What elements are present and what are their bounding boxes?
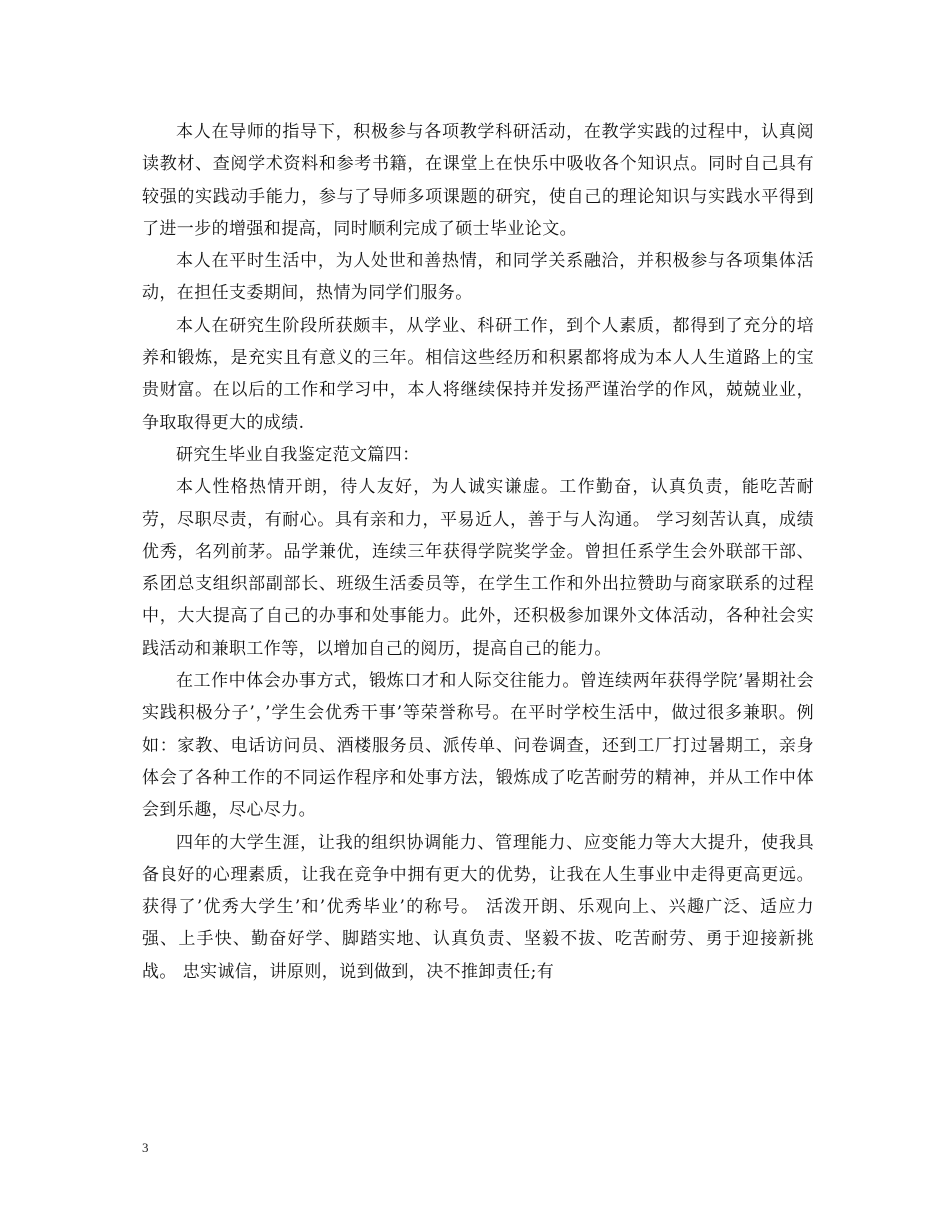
page-number: 3	[142, 1140, 149, 1155]
paragraph-5: 在工作中体会办事方式，锻炼口才和人际交往能力。曾连续两年获得学院’暑期社会实践积极分子’，’学生会优秀干事’等荣誉称号。在平时学校生活中，做过很多兼职。例如：家教、电话访问员、酒楼服务员、派传单、问卷调查，还到工厂打过暑期工，亲身体会了各种工作的不同运作程序和处事方法，锻炼成了吃苦耐劳的精神，并从工作中体会到乐趣，尽心尽力。	[142, 671, 814, 821]
paragraph-1: 本人在导师的指导下，积极参与各项教学科研活动，在教学实践的过程中，认真阅读教材、查阅学术资料和参考书籍，在课堂上在快乐中吸收各个知识点。同时自己具有较强的实践动手能力，参与了导师多项课题的研究，使自己的理论知识与实践水平得到了进一步的增强和提高，同时顺利完成了硕士毕业论文。	[142, 122, 814, 239]
section-heading: 研究生毕业自我鉴定范文篇四：	[176, 444, 420, 465]
document-body	[142, 116, 814, 988]
paragraph-4: 本人性格热情开朗，待人友好，为人诚实谦虚。工作勤奋，认真负责，能吃苦耐劳，尽职尽责，有耐心。具有亲和力，平易近人，善于与人沟通。 学习刻苦认真，成绩优秀，名列前茅。品学兼优，连续三年获得学院奖学金。曾担任系学生会外联部干部、系团总支组织部副部长、班级生活委员等，在学生工作和外出拉赞助与商家联系的过程中，大大提高了自己的办事和处事能力。此外，还积极参加课外文体活动，各种社会实践活动和兼职工作等，以增加自己的阅历，提高自己的能力。	[142, 477, 814, 659]
paragraph-3: 本人在研究生阶段所获颇丰，从学业、科研工作，到个人素质，都得到了充分的培养和锻炼，是充实且有意义的三年。相信这些经历和积累都将成为本人人生道路上的宝贵财富。在以后的工作和学习中，本人将继续保持并发扬严谨治学的作风，兢兢业业，争取取得更大的成绩.	[142, 315, 814, 433]
paragraph-2: 本人在平时生活中，为人处世和善热情，和同学关系融洽，并积极参与各项集体活动，在担任支委期间，热情为同学们服务。	[142, 251, 814, 304]
paragraph-6: 四年的大学生涯，让我的组织协调能力、管理能力、应变能力等大大提升，使我具备良好的心理素质，让我在竞争中拥有更大的优势，让我在人生事业中走得更高更远。获得了’优秀大学生’和’优秀毕业’的称号。 活泼开朗、乐观向上、兴趣广泛、适应力强、上手快、勤奋好学、脚踏实地、认真负责、坚毅不拔、吃苦耐劳、勇于迎接新挑战。 忠实诚信，讲原则，说到做到，决不推卸责任;有	[142, 832, 814, 982]
